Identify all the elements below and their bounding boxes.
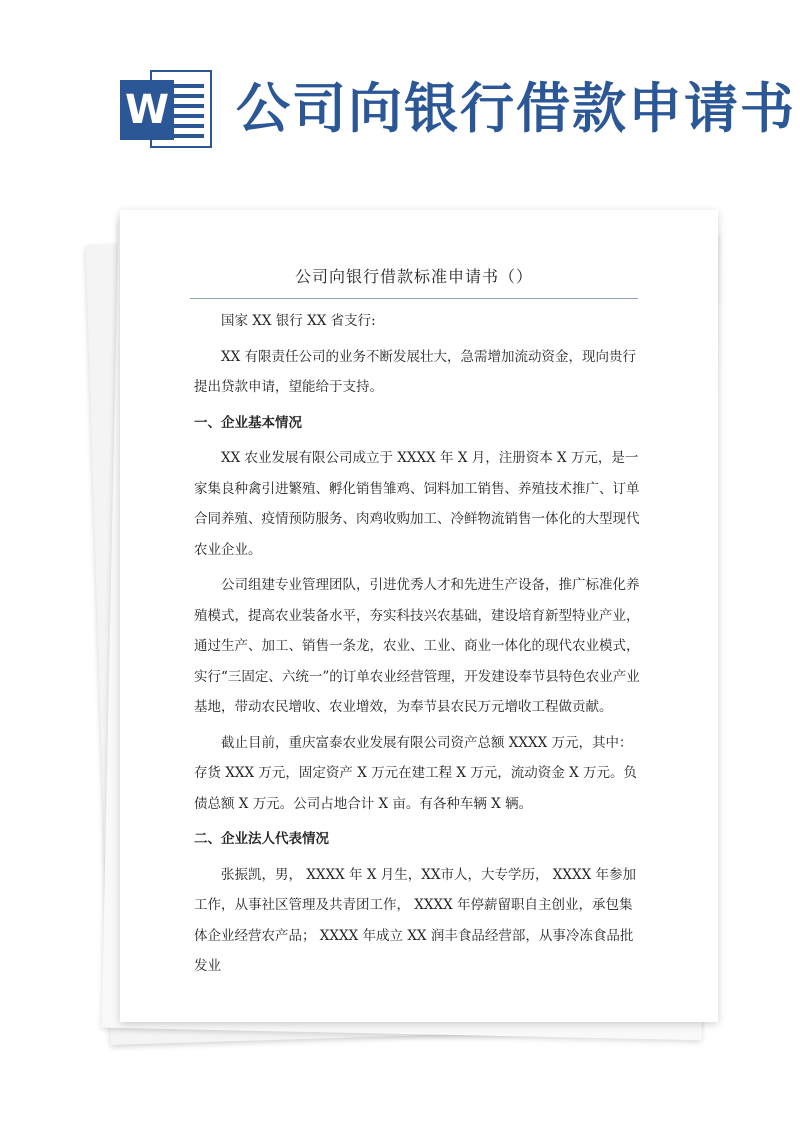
company-info-paragraph-2: 公司组建专业管理团队，引进优秀人才和先进生产设备，推广标准化养殖模式，提高农业装备水平，夯实科技兴农基础，建设培育新型特业产业，通过生产、加工、销售一条龙，农业、工业、商业一体化的现代农业模式，实行“三固定、六统一”的订单农业经营管理，开发建设奉节县特色农业产业基地，带动农民增收、农业增效，为奉节县农民万元增收工程做贡献。: [194, 577, 640, 715]
section-heading-company-info: 一、企业基本情况: [194, 414, 302, 431]
company-info-paragraph-1: XX 农业发展有限公司成立于 XXXX 年 X 月，注册资本 X 万元，是一家集良种禽引进繁殖、孵化销售雏鸡、饲料加工销售、养殖技术推广、订单合同养殖、疫情预防服务、肉鸡收购加工、冷鲜物流销售一体化的大型现代农业企业。: [194, 450, 640, 558]
company-info-paragraph-3: 截止目前，重庆富泰农业发展有限公司资产总额 XXXX 万元，其中：存货 XXX 万元，固定资产 X 万元在建工程 X 万元，流动资金 X 万元。负债总额 X 万元。公司占地合计 X 亩。有各种车辆 X 辆。: [194, 734, 637, 812]
salutation: 国家 XX 银行 XX 省支行:: [221, 313, 376, 329]
section-heading-legal-rep: 二、企业法人代表情况: [194, 831, 329, 847]
word-document-icon: [120, 66, 216, 152]
legal-rep-paragraph: 张振凯，男， XXXX 年 X 月生，XX市人，大专学历， XXXX 年参加工作，从事社区管理及共青团工作， XXXX 年停薪留职自主创业，承包集体企业经营农产品； XXXX 年成立 XX 润丰食品经营部，从事冷冻食品批发业: [194, 866, 636, 974]
word-badge: W: [120, 80, 174, 140]
banner-title: 公司向银行借款申请书: [236, 77, 796, 140]
document-title: 公司向银行借款标准申请书（）: [294, 267, 533, 286]
document-body: [194, 306, 640, 987]
intro-paragraph: XX 有限责任公司的业务不断发展壮大，急需增加流动资金，现向贵行提出贷款申请，望能给于支持。: [194, 348, 637, 395]
title-divider: [190, 298, 638, 299]
header-banner: [0, 0, 800, 160]
document-page: [120, 210, 718, 1022]
